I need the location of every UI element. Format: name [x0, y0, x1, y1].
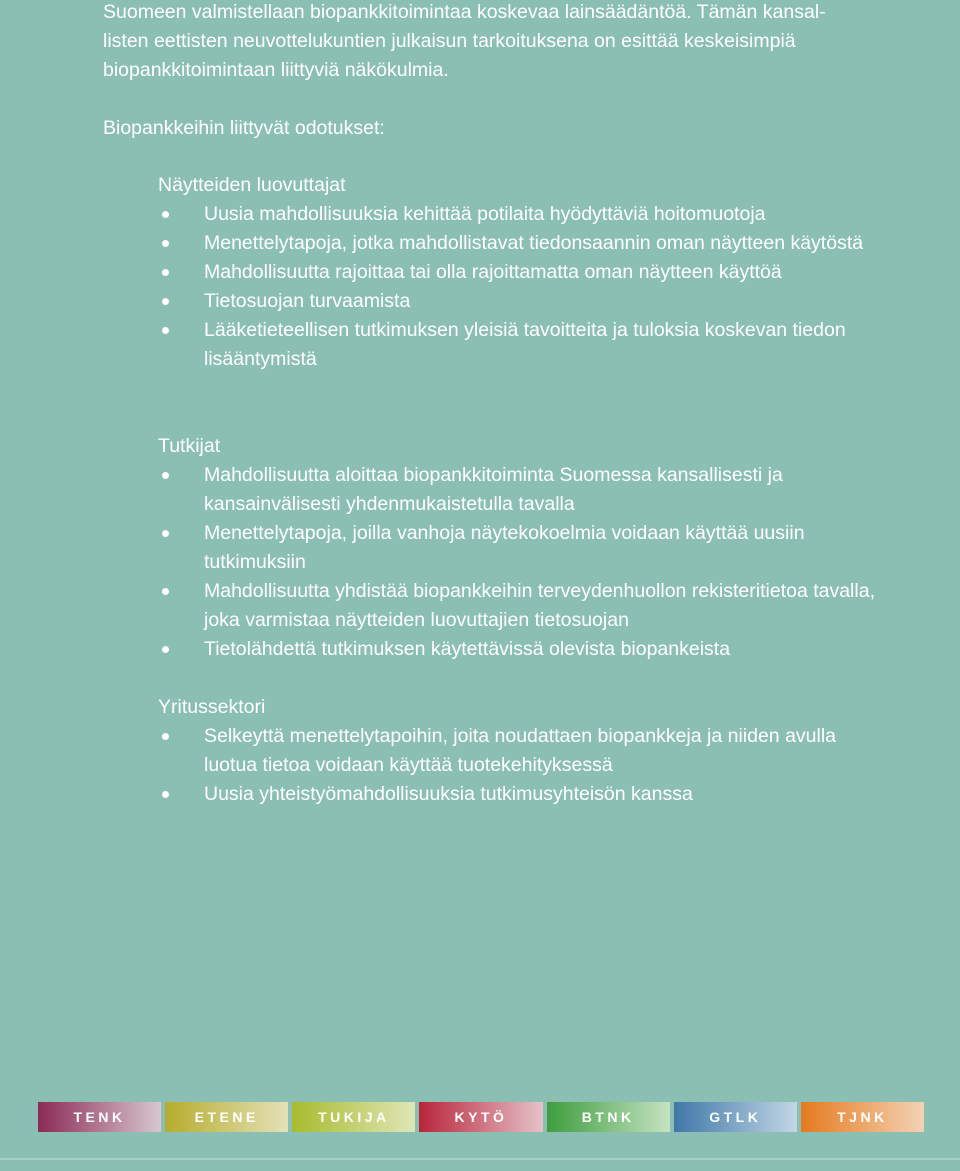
chip-tukija: TUKIJA: [292, 1102, 415, 1132]
section-researchers: [158, 432, 878, 664]
list-item: Lääketieteellisen tutkimuksen yleisiä tavoitteita ja tuloksia koskevan tiedon lisääntymistä: [158, 316, 878, 374]
bottom-divider: [0, 1158, 960, 1160]
list-item: Mahdollisuutta rajoittaa tai olla rajoittamatta oman näytteen käyttöä: [158, 258, 878, 287]
bullet-list: [158, 461, 878, 664]
list-item: Tietolähdettä tutkimuksen käytettävissä olevista biopankeista: [158, 635, 878, 664]
section-title: Yritussektori: [158, 696, 266, 718]
chip-etene: ETENE: [165, 1102, 288, 1132]
bullet-list: [158, 722, 878, 809]
list-item: Menettelytapoja, jotka mahdollistavat tiedonsaannin oman näytteen käytöstä: [158, 229, 878, 258]
chip-btnk: BTNK: [547, 1102, 670, 1132]
section-title: Näytteiden luovuttajat: [158, 174, 346, 196]
section-business: [158, 693, 878, 809]
intro-line-1: Suomeen valmistellaan biopankkitoimintaa koskevaa lainsäädäntöä. Tämän kansal-: [103, 1, 826, 23]
list-item: Tietosuojan turvaamista: [158, 287, 878, 316]
chip-kyto: KYTÖ: [419, 1102, 542, 1132]
expectations-heading: Biopankkeihin liittyvät odotukset:: [103, 117, 385, 139]
intro-line-3: biopankkitoimintaan liittyviä näkökulmia.: [103, 59, 449, 81]
intro-line-2: listen eettisten neuvottelukuntien julkaisun tarkoituksena on esittää keskeisimpiä: [103, 30, 796, 52]
chip-tenk: TENK: [38, 1102, 161, 1132]
chip-tjnk: TJNK: [801, 1102, 924, 1132]
bullet-list: [158, 200, 878, 374]
intro-paragraph: [103, 0, 873, 85]
chip-gtlk: GTLK: [674, 1102, 797, 1132]
list-item: Selkeyttä menettelytapoihin, joita noudattaen biopankkeja ja niiden avulla luotua tietoa voidaan käyttää tuotekehityksessä: [158, 722, 878, 780]
list-item: Uusia mahdollisuuksia kehittää potilaita hyödyttäviä hoitomuotoja: [158, 200, 878, 229]
section-title: Tutkijat: [158, 435, 221, 457]
list-item: Mahdollisuutta yhdistää biopankkeihin terveydenhuollon rekisteritietoa tavalla, joka varmistaa näytteiden luovuttajien tietosuojan: [158, 577, 878, 635]
committee-logos-bar: [38, 1102, 924, 1132]
list-item: Uusia yhteistyömahdollisuuksia tutkimusyhteisön kanssa: [158, 780, 878, 809]
list-item: Menettelytapoja, joilla vanhoja näytekokoelmia voidaan käyttää uusiin tutkimuksiin: [158, 519, 878, 577]
section-donors: [158, 171, 878, 374]
list-item: Mahdollisuutta aloittaa biopankkitoiminta Suomessa kansallisesti ja kansainvälisesti yhdenmukaistetulla tavalla: [158, 461, 878, 519]
